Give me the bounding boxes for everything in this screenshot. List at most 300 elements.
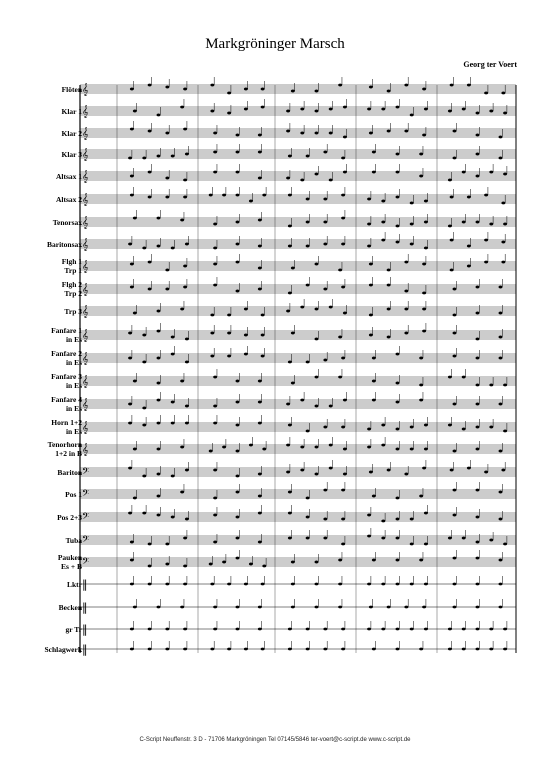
instrument-label-line: Trp 3 [64, 306, 82, 316]
note-head [338, 559, 342, 562]
note-head [499, 491, 503, 494]
note-head [422, 606, 426, 609]
note-head [476, 312, 480, 315]
note-head [142, 334, 146, 337]
note-head [499, 357, 503, 360]
note-head [165, 628, 169, 631]
instrument-label-line: in Es [65, 381, 82, 390]
note-head [323, 221, 327, 224]
note-head [183, 537, 187, 540]
staff [80, 621, 516, 637]
staff [80, 528, 516, 547]
note-head [180, 606, 184, 609]
note-head [148, 261, 152, 264]
note-head [404, 332, 408, 335]
note-head [236, 537, 240, 540]
staff [80, 323, 516, 342]
note-head [323, 518, 327, 521]
note-head [183, 179, 187, 182]
note-head [157, 330, 161, 333]
note-head [341, 157, 345, 160]
note-head [306, 497, 310, 500]
note-head [499, 518, 503, 521]
note-head [453, 489, 457, 492]
note-head [462, 428, 466, 431]
note-head [227, 355, 231, 358]
note-head [476, 489, 480, 492]
note-head [306, 361, 310, 364]
note-head [315, 173, 319, 176]
note-head [165, 288, 169, 291]
note-head [261, 88, 265, 91]
note-head [157, 606, 161, 609]
note-head [244, 334, 248, 337]
clef-icon: 𝄞 [82, 283, 89, 296]
note-head [341, 543, 345, 546]
note-head [424, 628, 428, 631]
clef-icon: 𝄞 [82, 375, 89, 388]
staff [80, 77, 516, 96]
note-head [501, 261, 505, 264]
note-head [323, 648, 327, 651]
staff [80, 346, 516, 365]
note-head [448, 110, 452, 113]
note-head [183, 286, 187, 289]
note-head [381, 628, 385, 631]
note-head [300, 306, 304, 309]
note-head [410, 426, 414, 429]
note-head [258, 219, 262, 222]
note-head [343, 136, 347, 139]
note-head [503, 543, 507, 546]
note-head [387, 606, 391, 609]
note-head [341, 426, 345, 429]
note-head [157, 155, 161, 158]
note-head [133, 217, 137, 220]
note-head [130, 88, 134, 91]
note-head [244, 88, 248, 91]
note-head [338, 583, 342, 586]
note-head [157, 473, 161, 476]
note-head [404, 473, 408, 476]
note-head [462, 628, 466, 631]
clef-icon: 𝄞 [82, 421, 89, 434]
note-head [236, 475, 240, 478]
note-head [396, 448, 400, 451]
clef-icon: 𝄞 [82, 238, 89, 251]
note-head [396, 106, 400, 109]
note-head [165, 132, 169, 135]
note-head [448, 424, 452, 427]
note-head [236, 606, 240, 609]
note-head [424, 543, 428, 546]
clef-icon: 𝄞 [82, 305, 89, 318]
note-head [467, 265, 471, 268]
note-head [291, 583, 295, 586]
note-head [258, 422, 262, 425]
note-head [213, 405, 217, 408]
note-head [213, 469, 217, 472]
note-head [315, 308, 319, 311]
note-head [367, 514, 371, 517]
instrument-label-line: Es + B [61, 562, 82, 571]
note-head [236, 194, 240, 197]
note-head [148, 196, 152, 199]
note-head [213, 628, 217, 631]
note-head [448, 648, 452, 651]
note-head [288, 245, 292, 248]
note-head [130, 194, 134, 197]
instrument-label-line: Becken [58, 602, 82, 612]
note-head [306, 284, 310, 287]
note-head [180, 308, 184, 311]
note-head [410, 223, 414, 226]
note-head [315, 446, 319, 449]
note-head [183, 565, 187, 568]
instrument-label-line: Tenorhorn [47, 440, 82, 449]
instrument-label-line: Altsax 2 [55, 194, 82, 204]
note-head [142, 157, 146, 160]
note-head [499, 286, 503, 289]
note-head [338, 376, 342, 379]
note-head [341, 628, 345, 631]
note-head [128, 157, 132, 160]
note-head [142, 361, 146, 364]
note-head [499, 157, 503, 160]
note-head [453, 314, 457, 317]
note-head [236, 290, 240, 293]
note-head [499, 559, 503, 562]
staff [80, 576, 516, 592]
note-head [244, 648, 248, 651]
note-head [381, 200, 385, 203]
note-head [262, 565, 266, 568]
clef-icon: 𝄢 [82, 466, 90, 479]
note-head [367, 446, 371, 449]
note-head [183, 128, 187, 131]
instrument-label-line: Fanfare 1 [51, 326, 82, 335]
footer-contact: C-Script Neuffenstr. 3 D - 71706 Markgröningen Tel 07145/5846 ter-voert@c-script.de www.c-script.de [139, 737, 411, 743]
note-head [462, 108, 466, 111]
instrument-label-line: Pauken [57, 553, 82, 562]
note-head [130, 628, 134, 631]
instrument-label-line: Klar 1 [61, 106, 82, 116]
note-head [323, 359, 327, 362]
note-head [128, 422, 132, 425]
note-head [489, 628, 493, 631]
note-head [227, 92, 231, 95]
note-head [450, 196, 454, 199]
note-head [213, 151, 217, 154]
note-head [128, 332, 132, 335]
instrument-label-line: Fanfare 3 [51, 372, 82, 381]
note-head [448, 179, 452, 182]
note-head [180, 380, 184, 383]
note-head [501, 241, 505, 244]
note-head [387, 308, 391, 311]
clef-icon: ‖ [82, 601, 88, 614]
note-head [258, 541, 262, 544]
note-head [315, 338, 319, 341]
instrument-label-line: in Es [65, 335, 82, 344]
note-head [369, 314, 373, 317]
note-head [329, 444, 333, 447]
staff [80, 369, 516, 388]
note-head [489, 539, 493, 542]
note-head [499, 583, 503, 586]
note-head [258, 134, 262, 137]
note-head [133, 497, 137, 500]
note-head [148, 628, 152, 631]
note-head [157, 245, 161, 248]
note-head [286, 444, 290, 447]
note-head [467, 467, 471, 470]
note-head [484, 239, 488, 242]
instrument-label-line: Pos 2+3 [57, 512, 82, 522]
note-head [262, 194, 266, 197]
note-head [372, 357, 376, 360]
note-head [343, 312, 347, 315]
note-head [213, 514, 217, 517]
note-head [372, 495, 376, 498]
note-head [476, 606, 480, 609]
note-head [300, 108, 304, 111]
note-head [372, 648, 376, 651]
instrument-label-line: Trp 2 [64, 289, 82, 298]
note-head [213, 247, 217, 250]
note-head [300, 446, 304, 449]
note-head [419, 648, 423, 651]
note-head [183, 196, 187, 199]
note-head [476, 583, 480, 586]
clef-icon: 𝄞 [82, 193, 89, 206]
clef-icon: 𝄢 [82, 511, 90, 524]
note-head [343, 448, 347, 451]
note-head [419, 559, 423, 562]
note-head [404, 308, 408, 311]
note-head [210, 583, 214, 586]
staff [80, 210, 516, 229]
note-head [128, 467, 132, 470]
note-head [484, 261, 488, 264]
note-head [157, 422, 161, 425]
note-head [262, 448, 266, 451]
note-head [323, 198, 327, 201]
clef-icon: 𝄞 [82, 329, 89, 342]
note-head [396, 428, 400, 431]
note-head [213, 223, 217, 226]
note-head [419, 357, 423, 360]
clef-icon: ‖ [82, 643, 88, 656]
staff [80, 232, 516, 251]
note-head [130, 583, 134, 586]
note-head [148, 84, 152, 87]
note-head [338, 606, 342, 609]
note-head [157, 310, 161, 313]
note-head [343, 171, 347, 174]
note-head [236, 221, 240, 224]
note-head [306, 155, 310, 158]
note-head [185, 361, 189, 364]
note-head [369, 263, 373, 266]
note-head [286, 177, 290, 180]
note-head [171, 516, 175, 519]
note-head [258, 288, 262, 291]
note-head [213, 422, 217, 425]
note-head [476, 357, 480, 360]
staff [80, 437, 516, 456]
note-head [489, 223, 493, 226]
note-head [236, 450, 240, 453]
staff [80, 415, 516, 434]
note-head [323, 628, 327, 631]
note-head [315, 606, 319, 609]
instrument-label-line: Tuba [65, 535, 82, 545]
note-head [288, 628, 292, 631]
note-head [291, 382, 295, 385]
note-head [499, 336, 503, 339]
note-head [503, 430, 507, 433]
note-head [157, 114, 161, 117]
note-head [462, 537, 466, 540]
staff [80, 164, 516, 183]
staff [80, 641, 516, 657]
note-head [142, 247, 146, 250]
note-head [453, 130, 457, 133]
note-head [450, 269, 454, 272]
note-head [210, 355, 214, 358]
note-head [410, 114, 414, 117]
note-head [381, 537, 385, 540]
note-head [453, 157, 457, 160]
note-head [367, 583, 371, 586]
note-head [369, 334, 373, 337]
note-head [288, 491, 292, 494]
note-head [128, 357, 132, 360]
note-head [306, 516, 310, 519]
note-head [396, 497, 400, 500]
clef-icon: 𝄞 [82, 398, 89, 411]
note-head [372, 151, 376, 154]
clef-icon: 𝄞 [82, 170, 89, 183]
note-head [306, 648, 310, 651]
note-head [424, 424, 428, 427]
note-head [315, 583, 319, 586]
note-head [300, 179, 304, 182]
note-head [419, 399, 423, 402]
note-head [288, 292, 292, 295]
note-head [185, 518, 189, 521]
note-head [453, 288, 457, 291]
note-head [501, 469, 505, 472]
note-head [453, 557, 457, 560]
clef-icon: 𝄞 [82, 216, 89, 229]
note-head [367, 198, 371, 201]
note-head [286, 310, 290, 313]
note-head [213, 132, 217, 135]
note-head [476, 153, 480, 156]
note-head [396, 537, 400, 540]
note-head [315, 90, 319, 93]
note-head [419, 384, 423, 387]
note-head [185, 153, 189, 156]
clef-icon: 𝄞 [82, 105, 89, 118]
note-head [258, 606, 262, 609]
note-head [369, 471, 373, 474]
note-head [323, 426, 327, 429]
staff [80, 144, 516, 161]
note-head [286, 130, 290, 133]
note-head [381, 221, 385, 224]
note-head [453, 583, 457, 586]
note-head [128, 512, 132, 515]
note-head [142, 424, 146, 427]
note-head [148, 288, 152, 291]
clef-icon: 𝄞 [82, 260, 89, 273]
note-head [209, 194, 213, 197]
note-head [171, 336, 175, 339]
note-head [410, 543, 414, 546]
note-head [396, 401, 400, 404]
note-head [323, 288, 327, 291]
instrument-label-line: Flöten [61, 84, 82, 94]
note-head [424, 200, 428, 203]
instrument-label-line: Horn 1+2 [51, 418, 82, 427]
note-head [476, 221, 480, 224]
note-head [130, 541, 134, 544]
note-head [133, 110, 137, 113]
note-head [291, 561, 295, 564]
note-head [236, 243, 240, 246]
note-head [130, 559, 134, 562]
note-head [227, 314, 231, 317]
staff [80, 187, 516, 206]
note-head [300, 399, 304, 402]
note-head [157, 399, 161, 402]
staff [80, 299, 516, 318]
note-head [288, 537, 292, 540]
note-head [142, 512, 146, 515]
note-head [183, 88, 187, 91]
note-head [258, 628, 262, 631]
note-head [133, 606, 137, 609]
note-head [448, 537, 452, 540]
note-head [306, 198, 310, 201]
note-head [171, 401, 175, 404]
note-head [341, 243, 345, 246]
note-head [261, 106, 265, 109]
note-head [329, 306, 333, 309]
note-head [503, 223, 507, 226]
note-head [315, 561, 319, 564]
note-head [180, 446, 184, 449]
instrument-label-line: Bariton [57, 467, 82, 477]
instrument-label-line: Lktr [67, 579, 82, 589]
note-head [315, 473, 319, 476]
instrument-label-line: Tenorsax [52, 217, 82, 227]
note-head [419, 175, 423, 178]
staff [80, 254, 516, 273]
note-head [258, 151, 262, 154]
staff [80, 277, 516, 296]
note-head [410, 448, 414, 451]
instrument-label-line: Schlagwerk [44, 644, 82, 654]
instrument-label-line: in Es [65, 358, 82, 367]
note-head [476, 403, 480, 406]
note-head [499, 312, 503, 315]
instrument-label-line: Pos 1 [65, 489, 82, 499]
note-head [503, 648, 507, 651]
